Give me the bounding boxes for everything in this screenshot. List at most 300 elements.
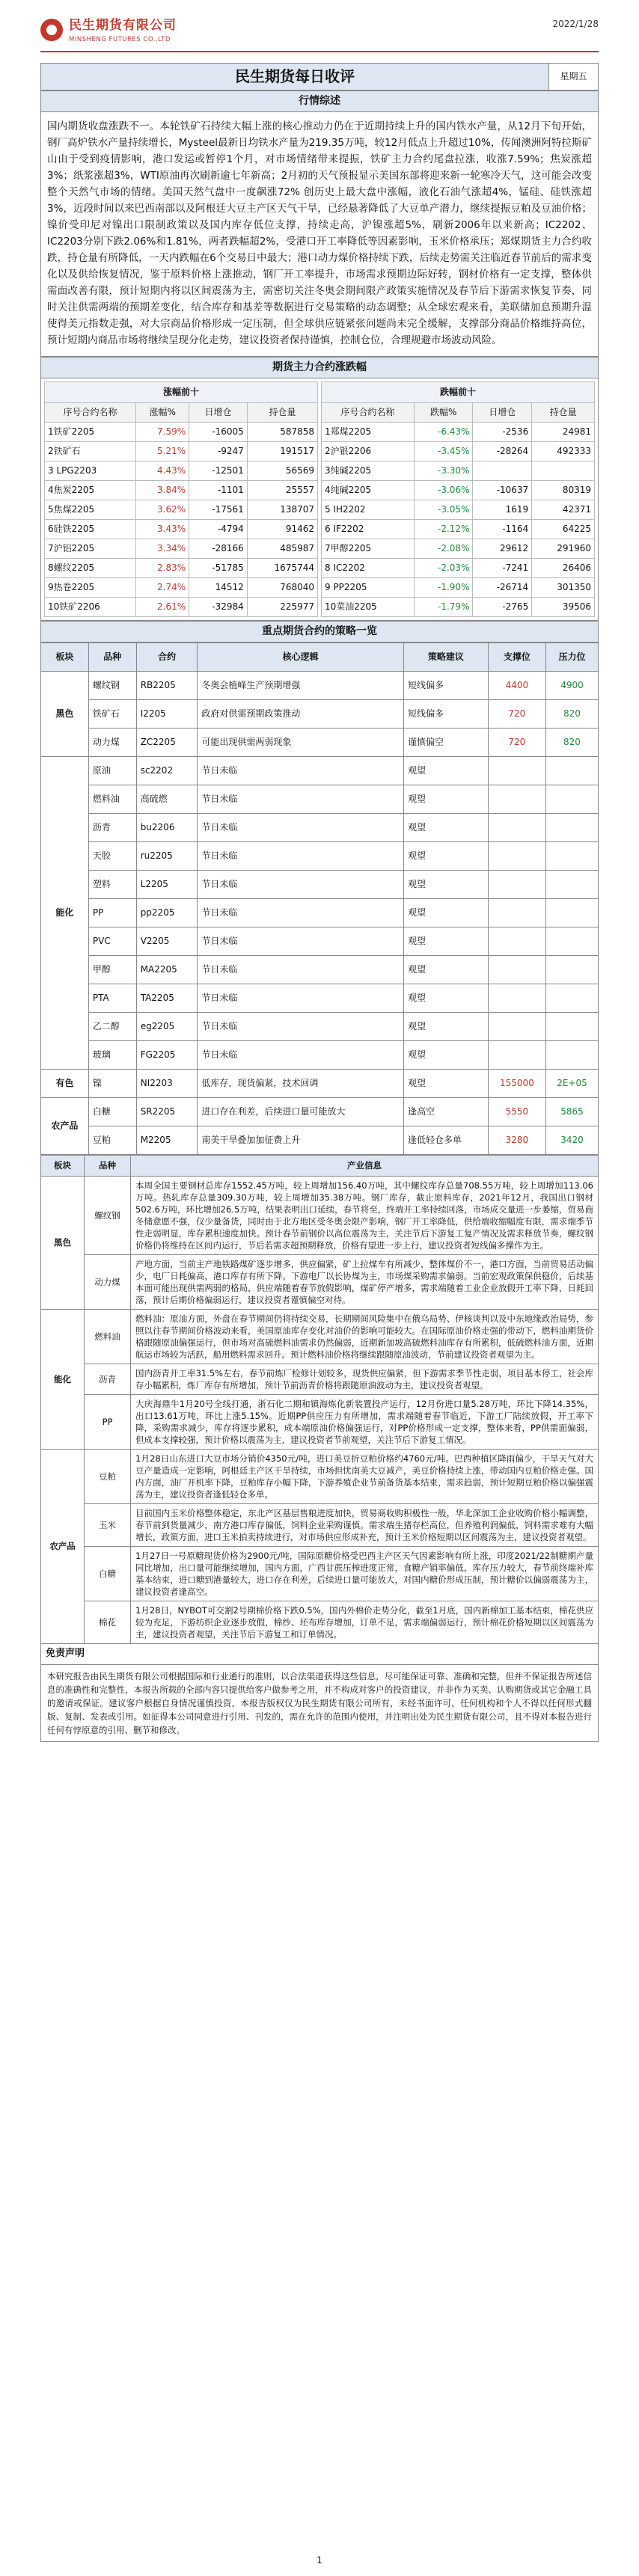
support (488, 871, 545, 899)
contract: SR2205 (136, 1098, 198, 1126)
section-strategy-title: 重点期货合约的策略一览 (41, 622, 599, 643)
cell-value: -16005 (189, 423, 248, 442)
contract-name: 9热卷2205 (45, 578, 136, 598)
cell-value: -2.08% (414, 539, 473, 559)
product: 甲醇 (88, 956, 136, 984)
cell-value: -51785 (189, 559, 248, 578)
table-row (45, 461, 318, 481)
table-row (41, 1126, 599, 1155)
cell-value: 5.21% (136, 442, 189, 461)
resistance (545, 984, 598, 1013)
core-logic: 节日未临 (198, 1041, 404, 1070)
top-movers (40, 378, 599, 621)
strategy: 观望 (404, 1070, 489, 1098)
product: 玻璃 (88, 1041, 136, 1070)
cell-value: 4.43% (136, 461, 189, 481)
cell-value: 29612 (473, 539, 532, 559)
product: 豆粕 (88, 1126, 136, 1155)
table-row (41, 1310, 599, 1364)
core-logic: 进口存在利差，后续进口量可能放大 (198, 1098, 404, 1126)
table-row (322, 578, 595, 598)
column-header: 跌幅% (414, 403, 473, 423)
cell-value: -1164 (473, 520, 532, 539)
product-name: 豆粕 (85, 1450, 131, 1504)
cell-value: 2.83% (136, 559, 189, 578)
cell-value: -2.03% (414, 559, 473, 578)
cell-value: -1.79% (414, 598, 473, 617)
strategy: 观望 (404, 899, 489, 927)
cell-value: 1675744 (247, 559, 317, 578)
sector-cell: 黑色 (41, 672, 89, 757)
cell-value: 64225 (532, 520, 595, 539)
cell-value: -26714 (473, 578, 532, 598)
table-row (41, 672, 599, 700)
product: 白糖 (88, 1098, 136, 1126)
losers-table (321, 381, 595, 617)
cell-value: 25557 (247, 481, 317, 500)
support: 720 (488, 729, 545, 757)
strategy: 谨慎偏空 (404, 729, 489, 757)
product: 燃料油 (88, 785, 136, 814)
industry-info: 国内沥青开工率31.5%左右，春节前炼厂检修计划较多，现货供应偏紧，但下游需求季节性走弱，项目基本停工，社会库存小幅累积，炼厂库存有所增加，预计节前沥青价格将跟随原油波动为主，建议投资者观望。 (131, 1364, 599, 1395)
cell-value: -2536 (473, 423, 532, 442)
resistance: 3420 (545, 1126, 598, 1155)
core-logic: 节日未临 (198, 984, 404, 1013)
table-row (322, 539, 595, 559)
table-row (41, 927, 599, 956)
cell-value: 138707 (247, 500, 317, 520)
table-row (322, 423, 595, 442)
table-row (41, 729, 599, 757)
strategy: 观望 (404, 871, 489, 899)
resistance (545, 956, 598, 984)
contract-name: 3 LPG2203 (45, 461, 136, 481)
column-header: 日增仓 (189, 403, 248, 423)
contract: sc2202 (136, 757, 198, 785)
strategy: 短线偏多 (404, 672, 489, 700)
losers-box (321, 381, 595, 617)
industry-info: 1月28日山东进口大豆市场分销价4350元/吨，进口美豆折豆粕价格约4760元/吨。巴西种植区降雨偏少，干旱天气对大豆产量造成一定影响，阿根廷主产区干旱持续，市场担忧南美大豆减产，美豆价格持续上涨，带动国内豆粕价格走强。国内方面，油厂开机率下降，豆粕库存小幅下降，下游养殖企业节前备货基本结束，需求趋弱，预计短期豆粕价格以偏强震荡为主，建议投资者逢低轻仓多单。 (131, 1450, 599, 1504)
product: 螺纹钢 (88, 672, 136, 700)
table-row (41, 984, 599, 1013)
strategy: 观望 (404, 984, 489, 1013)
table-row (45, 500, 318, 520)
report-title: 民生期货每日收评 (41, 64, 549, 91)
cell-value: -28264 (473, 442, 532, 461)
cell-value: -32984 (189, 598, 248, 617)
contract-name: 10铁矿2206 (45, 598, 136, 617)
resistance (545, 842, 598, 871)
strategy: 观望 (404, 1041, 489, 1070)
strategy: 逢高空 (404, 1098, 489, 1126)
cell-value: -7241 (473, 559, 532, 578)
contract: 高硫燃 (136, 785, 198, 814)
cell-value: 91462 (247, 520, 317, 539)
contract: ru2205 (136, 842, 198, 871)
cell-value: 3.84% (136, 481, 189, 500)
resistance: 820 (545, 729, 598, 757)
contract-name: 7沪铝2205 (45, 539, 136, 559)
table-row (45, 481, 318, 500)
cell-value: 2.74% (136, 578, 189, 598)
cell-value: -4794 (189, 520, 248, 539)
contract: ZC2205 (136, 729, 198, 757)
company-name-cn: 民生期货有限公司 (69, 18, 177, 33)
product: 塑料 (88, 871, 136, 899)
cell-value: 24981 (532, 423, 595, 442)
contract: bu2206 (136, 814, 198, 842)
product: 动力煤 (88, 729, 136, 757)
product: 乙二醇 (88, 1013, 136, 1041)
cell-value: -3.30% (414, 461, 473, 481)
contract: NI2203 (136, 1070, 198, 1098)
table-row (41, 1601, 599, 1644)
strategy: 短线偏多 (404, 700, 489, 729)
disclaimer-title: 免责声明 (40, 1644, 599, 1665)
table-row (322, 520, 595, 539)
column-header: 品种 (85, 1156, 131, 1177)
table-row (322, 442, 595, 461)
gainers-table (44, 381, 318, 617)
support: 720 (488, 700, 545, 729)
contract-name: 6 IF2202 (322, 520, 415, 539)
industry-info: 燃料油：原油方面，外盘在春节期间仍将持续交易，长期期间风险集中在俄乌局势、伊核谈判以及中东地缘政治局势，参照以往春节期间价格波动来看，美国原油库存变化对油价的影响可能较大。在国际原油价格走强的带动下，燃料油期货价格跟随原油偏强运行，但市场对高硫燃料油需求仍然偏弱，近期新加坡高硫燃料油库存有所累积，低硫燃料油方面，近期航运市场较为活跃，船用燃料需求回升。预计燃料油价格将继续跟随原油波动，节前建议投资者观望为主。 (131, 1310, 599, 1364)
column-header: 日增仓 (473, 403, 532, 423)
cell-value: -17561 (189, 500, 248, 520)
industry-info: 目前国内玉米价格整体稳定，东北产区基层售粮进度加快，贸易商收购积极性一般，华北深加工企业收购价格小幅调整，春节前到货量减少，南方港口库存偏低，饲料企业采购谨慎。需求端生猪存栏高位，但养殖利润偏低，饲料需求难有大幅增长，政策方面，进口玉米拍卖持续进行，对市场供应形成补充，预计玉米价格短期以区间震荡为主，建议投资者观望。 (131, 1504, 599, 1547)
cell-value: -3.45% (414, 442, 473, 461)
resistance (545, 1013, 598, 1041)
core-logic: 节日未临 (198, 871, 404, 899)
product: PVC (88, 927, 136, 956)
cell-value: -6.43% (414, 423, 473, 442)
support (488, 814, 545, 842)
table-row (41, 1177, 599, 1255)
contract-name: 9 PP2205 (322, 578, 415, 598)
contract-name: 8螺纹2205 (45, 559, 136, 578)
table-row (45, 559, 318, 578)
weekday: 星期五 (549, 64, 599, 91)
strategy-table (40, 643, 599, 1155)
cell-value: 485987 (247, 539, 317, 559)
support (488, 1013, 545, 1041)
cell-value: 80319 (532, 481, 595, 500)
core-logic: 冬奥会植峰生产预期增强 (198, 672, 404, 700)
cell-value: 39506 (532, 598, 595, 617)
resistance (545, 757, 598, 785)
resistance (545, 1041, 598, 1070)
table-row (45, 598, 318, 617)
resistance: 2E+05 (545, 1070, 598, 1098)
title-bar (40, 63, 599, 91)
table-row (322, 559, 595, 578)
contract-name: 6硅铁2205 (45, 520, 136, 539)
product-name: 燃料油 (85, 1310, 131, 1364)
core-logic: 节日未临 (198, 842, 404, 871)
table-row (41, 871, 599, 899)
section-summary-title: 行情综述 (41, 91, 599, 112)
cell-value: -10637 (473, 481, 532, 500)
product-name: 棉花 (85, 1601, 131, 1644)
product-name: PP (85, 1395, 131, 1450)
contract-name: 2沪银2206 (322, 442, 415, 461)
column-header: 策略建议 (404, 643, 489, 672)
product-name: 动力煤 (85, 1255, 131, 1310)
contract-name: 7甲醇2205 (322, 539, 415, 559)
header-row (45, 403, 318, 423)
table-row (45, 442, 318, 461)
industry-info: 1月28日，NYBOT可交割2号期棉价格下跌0.5%，国内外棉价走势分化，截至1月底，国内新棉加工基本结束，棉花供应较为充足，下游纺织企业逐步放假，棉纱、坯布库存增加，订单不足，需求端偏弱运行，预计棉花价格短期以区间震荡为主，建议投资者观望，关注节后下游复工和订单情况。 (131, 1601, 599, 1644)
cell-value: -28166 (189, 539, 248, 559)
support (488, 757, 545, 785)
product-name: 沥青 (85, 1364, 131, 1395)
cell-value (473, 461, 532, 481)
section-top-title: 期货主力合约涨跌幅 (41, 358, 599, 378)
cell-value: 492333 (532, 442, 595, 461)
report-date: 2022/1/28 (552, 19, 599, 29)
column-header: 压力位 (545, 643, 598, 672)
contract: MA2205 (136, 956, 198, 984)
contract: RB2205 (136, 672, 198, 700)
industry-info: 产地方面，当前主产地铁路煤矿逐步增多，供应偏紧，矿上拉煤车有所减少，整体煤价不一，港口方面，当前贸易活动偏少，电厂日耗偏高，港口库存有所下降。下游电厂以长协煤为主，市场煤采购需求偏弱。当前宏观政策保供稳价，后续基本面可能出现供需两弱的格局，供应端随着春节放假影响，煤矿停产增多，需求端随着工业企业放假开工率下降，日耗回落，预计后期价格偏弱运行，建议投资者谨慎偏空对待。 (131, 1255, 599, 1310)
product: 原油 (88, 757, 136, 785)
core-logic: 节日未临 (198, 927, 404, 956)
resistance (545, 785, 598, 814)
header-row (41, 1156, 599, 1177)
column-header: 合约 (136, 643, 198, 672)
core-logic: 节日未临 (198, 757, 404, 785)
table-row (41, 1364, 599, 1395)
contract: M2205 (136, 1126, 198, 1155)
contract-name: 4纯碱2205 (322, 481, 415, 500)
product: 镍 (88, 1070, 136, 1098)
contract: L2205 (136, 871, 198, 899)
contract-name: 5 IH2202 (322, 500, 415, 520)
contract-name: 10菜油2205 (322, 598, 415, 617)
table-row (41, 757, 599, 785)
resistance (545, 927, 598, 956)
core-logic: 低库存，现货偏紧，技术回调 (198, 1070, 404, 1098)
support: 155000 (488, 1070, 545, 1098)
core-logic: 节日未临 (198, 1013, 404, 1041)
table-row (45, 520, 318, 539)
table-row (41, 1098, 599, 1126)
resistance (545, 871, 598, 899)
cell-value: 7.59% (136, 423, 189, 442)
column-header: 支撑位 (488, 643, 545, 672)
resistance (545, 899, 598, 927)
table-row (41, 1450, 599, 1504)
strategy: 观望 (404, 785, 489, 814)
table-row (41, 956, 599, 984)
strategy: 观望 (404, 757, 489, 785)
column-header: 持仓量 (247, 403, 317, 423)
support (488, 956, 545, 984)
contract-name: 4焦炭2205 (45, 481, 136, 500)
table-row (45, 578, 318, 598)
core-logic: 节日未临 (198, 956, 404, 984)
cell-value: 301350 (532, 578, 595, 598)
contract-name: 3纯碱2205 (322, 461, 415, 481)
cell-value: -9247 (189, 442, 248, 461)
cell-value: 3.34% (136, 539, 189, 559)
core-logic: 节日未临 (198, 785, 404, 814)
header-row (41, 643, 599, 672)
support: 5550 (488, 1098, 545, 1126)
contract-name: 2铁矿石 (45, 442, 136, 461)
cell-value: 2.61% (136, 598, 189, 617)
table-row (41, 899, 599, 927)
cell-value: -2765 (473, 598, 532, 617)
industry-info: 大庆海鼎牛1月20号全线打通，浙石化二期和镇海炼化新装置投产运行，12月份进口量5.28万吨，环比下降14.35%，出口13.61万吨，环比上涨5.15%。近期PP供应压力有所增加，需求端随着春节临近，下游工厂陆续放假，开工率下降，采购需求减少，库存将逐步累积，成本端原油价格偏强运行，对PP价格形成一定支撑，整体来看，PP供需面偏弱，但成本支撑较强，预计价格以震荡为主，建议投资者节前观望，关注节后下游复工情况。 (131, 1395, 599, 1450)
support (488, 927, 545, 956)
support (488, 842, 545, 871)
table-row (322, 481, 595, 500)
gainers-box (44, 381, 318, 617)
core-logic: 可能出现供需两弱现象 (198, 729, 404, 757)
losers-title: 跌幅前十 (322, 382, 595, 403)
resistance (545, 814, 598, 842)
table-row (45, 423, 318, 442)
support (488, 1041, 545, 1070)
cell-value: -3.06% (414, 481, 473, 500)
table-row (41, 842, 599, 871)
cell-value: 56569 (247, 461, 317, 481)
product: PP (88, 899, 136, 927)
table-row (322, 500, 595, 520)
column-header: 品种 (88, 643, 136, 672)
sector-cell: 农产品 (41, 1450, 85, 1644)
industry-info: 本周全国主要钢材总库存1552.45万吨，较上周增加156.40万吨，其中螺纹库存总量708.55万吨，较上周增加113.06万吨。热轧库存总量309.30万吨，较上周增加35.38万吨。钢厂库存，截止原料库存，2021年12月，我国出口钢材502.6万吨，环比增加26.5万吨，结果表明出口延续，春节将至，终端开工率持续回落，市场成交量进一步萎缩，贸易商冬储意愿不强，仅少量备货，同时由于北方地区受冬奥会限产影响，钢厂开工率降低，供给端收缩幅度有限，需求端季节性走弱明显，库存累积速度加快。预计春节前钢价以高位震荡为主，关注节后下游复工复产情况及需求释放节奏，螺纹钢价格仍将维持在区间内运行，节后若需求超预期释放，价格有望进一步上行，建议投资者短线偏多操作为主。 (131, 1177, 599, 1255)
strategy: 观望 (404, 842, 489, 871)
sector-cell: 农产品 (41, 1098, 89, 1155)
cell-value: -12501 (189, 461, 248, 481)
contract: I2205 (136, 700, 198, 729)
core-logic: 节日未临 (198, 899, 404, 927)
contract-name: 1郑煤2205 (322, 423, 415, 442)
strategy: 观望 (404, 956, 489, 984)
company-logo (40, 16, 177, 44)
core-logic: 节日未临 (198, 814, 404, 842)
contract-name: 8 IC2202 (322, 559, 415, 578)
cell-value: 1619 (473, 500, 532, 520)
industry-table (40, 1155, 599, 1644)
cell-value: 42371 (532, 500, 595, 520)
contract-name: 1铁矿2205 (45, 423, 136, 442)
cell-value: 26406 (532, 559, 595, 578)
column-header: 序号合约名称 (45, 403, 136, 423)
table-row (41, 1547, 599, 1601)
cell-value: 768040 (247, 578, 317, 598)
table-row (41, 1504, 599, 1547)
industry-info: 1月27日一号原糖现货价格为2900元/吨，国际原糖价格受巴西主产区天气因素影响有所上涨，印度2021/22制糖期产量同比增加，出口量可能继续增加，国内方面，广西甘蔗压榨进度正常，食糖产销率偏低，库存压力较大，春节前终端补库基本结束，进口糖到港量较大，进口存在利差，后续进口量可能放大，对国内糖价形成压制，预计糖价以偏弱震荡为主，建议投资者逢高空。 (131, 1547, 599, 1601)
sector-cell: 能化 (41, 757, 89, 1070)
contract: TA2205 (136, 984, 198, 1013)
table-row (41, 814, 599, 842)
product: 铁矿石 (88, 700, 136, 729)
cell-value: 291960 (532, 539, 595, 559)
strategy: 观望 (404, 1013, 489, 1041)
cell-value: 225977 (247, 598, 317, 617)
cell-value: -2.12% (414, 520, 473, 539)
table-row (41, 1013, 599, 1041)
strategy: 观望 (404, 927, 489, 956)
header-row (322, 403, 595, 423)
sector-cell: 黑色 (41, 1177, 85, 1310)
table-row (41, 1041, 599, 1070)
gainers-title: 涨幅前十 (45, 382, 318, 403)
cell-value: 3.62% (136, 500, 189, 520)
contract: pp2205 (136, 899, 198, 927)
logo-icon (40, 19, 63, 41)
product: 天胶 (88, 842, 136, 871)
report-header (40, 0, 599, 52)
support (488, 899, 545, 927)
contract: eg2205 (136, 1013, 198, 1041)
strategy: 逢低轻仓多单 (404, 1126, 489, 1155)
column-header: 涨幅% (136, 403, 189, 423)
product: 沥青 (88, 814, 136, 842)
support (488, 785, 545, 814)
core-logic: 政府对供需预期政策推动 (198, 700, 404, 729)
summary-text: 国内期货收盘涨跌不一。本轮铁矿石持续大幅上涨的核心推动力仍在于近期持续上升的国内铁水产量，从12月下旬开始，钢厂高炉铁水产量持续增长，Mysteel最新日均铁水产量为219.35万吨，较12月低点上升超过10%，传闻澳洲阿特拉斯矿山由于受到疫情影响，港口发运或暂停1个月，对市场情绪带来提振，铁矿主力合约尾盘拉涨，收涨7.59%；焦炭涨超3%；纸浆涨超3%，WTI原油再次刷新逾七年新高；2月初的天气预报显示美国东部将迎来新一轮寒冷天气，这可能会改变整个天然气市场的情绪。美国天然气盘中一度飙涨72% 创历史上最大盘中涨幅，液化石油气涨超4%，锰硅、硅铁涨超3%，近段时间以来巴西南部以及阿根廷大豆主产区天气干旱，已经悬著降低了大豆单产潜力，继续提振豆粕及豆油价格；镍价受印尼对镍出口限制政策以及国内库存低位支撑，持续走高，沪镍涨超5%，刷新2006年以来新高；IC2202、IC2203分别下跌2.06%和1.81%，两者跌幅超2%，受港口开工率降低等因素影响，玉米价格承压；郑煤期货主力合约收跌，持仓量有所降低，一天内跌幅在6个交易日中最大；港口动力煤价格持续下跌，后续走势需关注临近春节前后的需求变化以及供给恢复情况，鉴于原料价格上涨推动，钢厂开工率提升，市场需求预期边际好转，钢材价格有一定支撑，整体供需面改善有限，预计短期内将以区间震荡为主，需密切关注冬奥会期间限产政策实施情况及春节后下游需求恢复节奏，同时关注供需两端的预期差变化，结合库存和基差等数据进行交易策略的动态调整；从全球宏观来看，美联储加息预期升温使得美元指数走强，对大宗商品价格形成一定压制，但全球供应链紧张问题尚未完全缓解，支撑部分商品价格维持高位，预计短期内商品市场将继续呈现分化走势，建议投资者保持谨慎，控制仓位，合理规避市场波动风险。 (40, 112, 599, 357)
contract: V2205 (136, 927, 198, 956)
column-header: 持仓量 (532, 403, 595, 423)
product-name: 螺纹钢 (85, 1177, 131, 1255)
cell-value: -1.90% (414, 578, 473, 598)
table-row (41, 700, 599, 729)
column-header: 核心逻辑 (198, 643, 404, 672)
support: 3280 (488, 1126, 545, 1155)
page-number: 1 (317, 2554, 322, 2566)
table-row (322, 598, 595, 617)
cell-value: -3.05% (414, 500, 473, 520)
cell-value: 3.43% (136, 520, 189, 539)
strategy: 观望 (404, 814, 489, 842)
table-row (41, 1070, 599, 1098)
product-name: 玉米 (85, 1504, 131, 1547)
sector-cell: 有色 (41, 1070, 89, 1098)
cell-value (532, 461, 595, 481)
company-name-en: MINSHENG FUTURES CO.,LTD (69, 35, 171, 43)
support (488, 984, 545, 1013)
contract: FG2205 (136, 1041, 198, 1070)
table-row (322, 461, 595, 481)
table-row (45, 539, 318, 559)
table-row (41, 1395, 599, 1450)
product-name: 白糖 (85, 1547, 131, 1601)
resistance: 820 (545, 700, 598, 729)
resistance: 5865 (545, 1098, 598, 1126)
sector-cell: 能化 (41, 1310, 85, 1450)
column-header: 产业信息 (131, 1156, 599, 1177)
core-logic: 南美干旱叠加加征费上升 (198, 1126, 404, 1155)
contract-name: 5焦煤2205 (45, 500, 136, 520)
cell-value: 587858 (247, 423, 317, 442)
column-header: 序号合约名称 (322, 403, 415, 423)
cell-value: 14512 (189, 578, 248, 598)
product: PTA (88, 984, 136, 1013)
disclaimer-text: 本研究报告由民生期货有限公司根据国际和行业通行的准则，以合法渠道获得这些信息，尽可能保证可靠、准确和完整，但并不保证报告所述信息的准确性和完整性，本报告所载的全部内容只提供给客户做参考之用，并不构成对客户的投资建议，并非作为买卖、认购期货或其它金融工具的邀请或保证。建议客户根据自身情况谨慎投资，本报告版权仅为民生期货有限公司所有，未经书面许可，任何机构和个人不得以任何形式翻版、复制、发表或引用。如征得本公司同意进行引用、刊发的，需在允许的范围内使用，并注明出处为民生期货有限公司，且不得对本报告进行任何有悖原意的引用、删节和修改。 (40, 1665, 599, 1742)
support: 4400 (488, 672, 545, 700)
resistance: 4900 (545, 672, 598, 700)
table-row (41, 785, 599, 814)
cell-value: -1101 (189, 481, 248, 500)
cell-value: 191517 (247, 442, 317, 461)
column-header: 板块 (41, 643, 89, 672)
column-header: 板块 (41, 1156, 85, 1177)
table-row (41, 1255, 599, 1310)
